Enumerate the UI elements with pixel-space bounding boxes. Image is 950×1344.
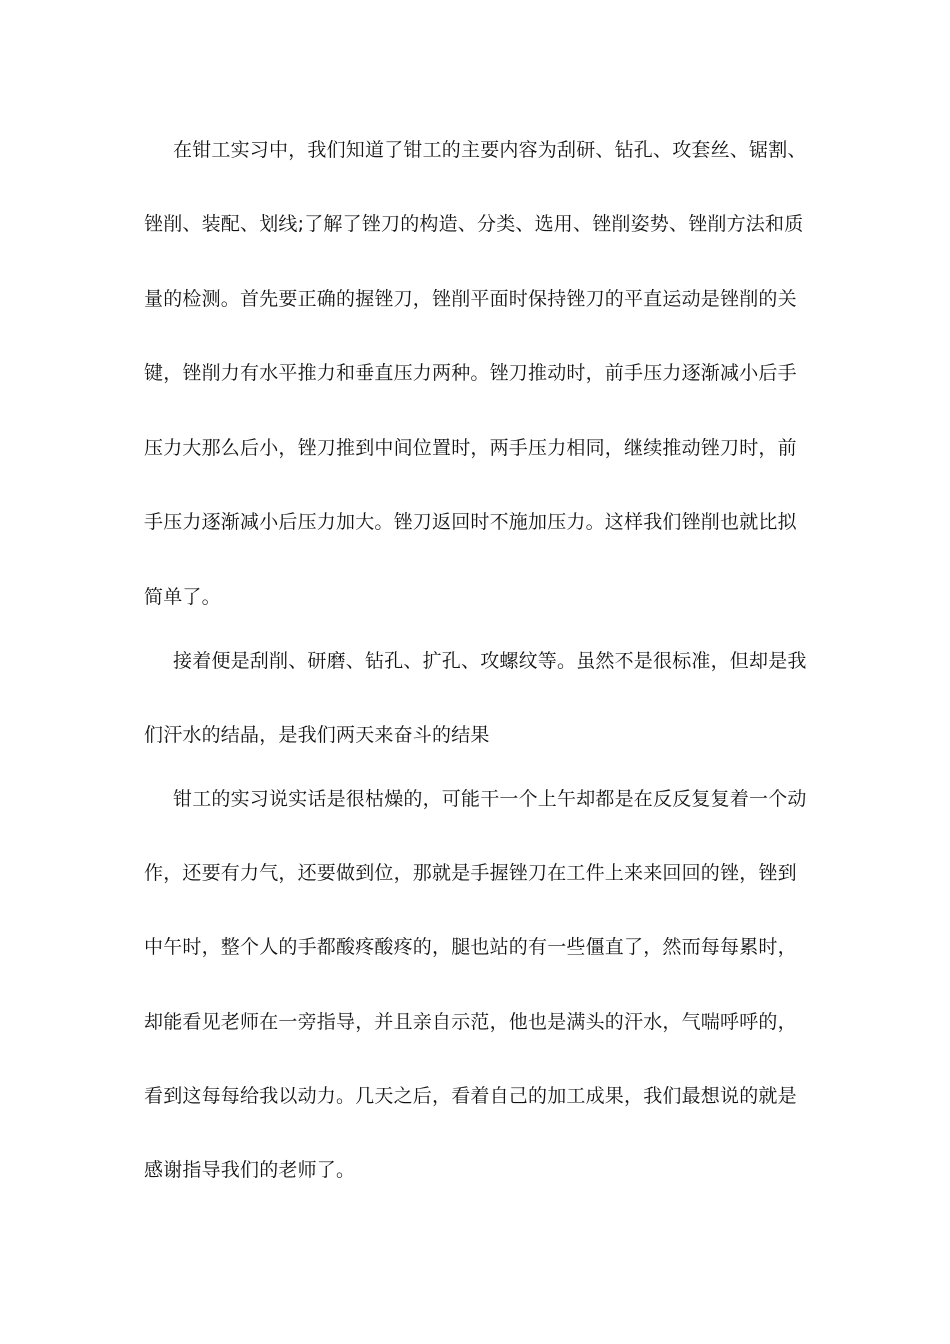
paragraph-1-line-1: 在钳工实习中，我们知道了钳工的主要内容为刮研、钻孔、攻套丝、锯割、: [173, 139, 807, 161]
paragraph-3-line-1: 钳工的实习说实话是很枯燥的，可能干一个上午却都是在反反复复着一个动: [173, 788, 807, 810]
paragraph-1-line-4: 键，锉削力有水平推力和垂直压力两种。锉刀推动时，前手压力逐渐减小后手: [144, 362, 797, 384]
paragraph-1-line-5: 压力大那么后小，锉刀推到中间位置时，两手压力相同，继续推动锉刀时，前: [144, 437, 797, 459]
paragraph-2-line-2: 们汗水的结晶，是我们两天来奋斗的结果: [144, 724, 490, 746]
paragraph-2-line-1: 接着便是刮削、研磨、钻孔、扩孔、攻螺纹等。虽然不是很标准，但却是我: [173, 650, 807, 672]
paragraph-1-line-7: 简单了。: [144, 586, 221, 608]
paragraph-3-line-6: 感谢指导我们的老师了。: [144, 1159, 356, 1181]
paragraph-3-line-3: 中午时，整个人的手都酸疼酸疼的，腿也站的有一些僵直了，然而每每累时，: [144, 936, 797, 958]
paragraph-1-line-2: 锉削、装配、划线;了解了锉刀的构造、分类、选用、锉削姿势、锉削方法和质: [144, 213, 804, 235]
paragraph-1-line-6: 手压力逐渐减小后压力加大。锉刀返回时不施加压力。这样我们锉削也就比拟: [144, 511, 797, 533]
paragraph-3-line-5: 看到这每每给我以动力。几天之后，看着自己的加工成果，我们最想说的就是: [144, 1085, 797, 1107]
paragraph-1-line-3: 量的检测。首先要正确的握锉刀，锉削平面时保持锉刀的平直运动是锉削的关: [144, 288, 797, 310]
paragraph-3-line-4: 却能看见老师在一旁指导，并且亲自示范，他也是满头的汗水，气喘呼呼的，: [144, 1011, 797, 1033]
paragraph-3-line-2: 作，还要有力气，还要做到位，那就是手握锉刀在工件上来来回回的锉，锉到: [144, 862, 797, 884]
